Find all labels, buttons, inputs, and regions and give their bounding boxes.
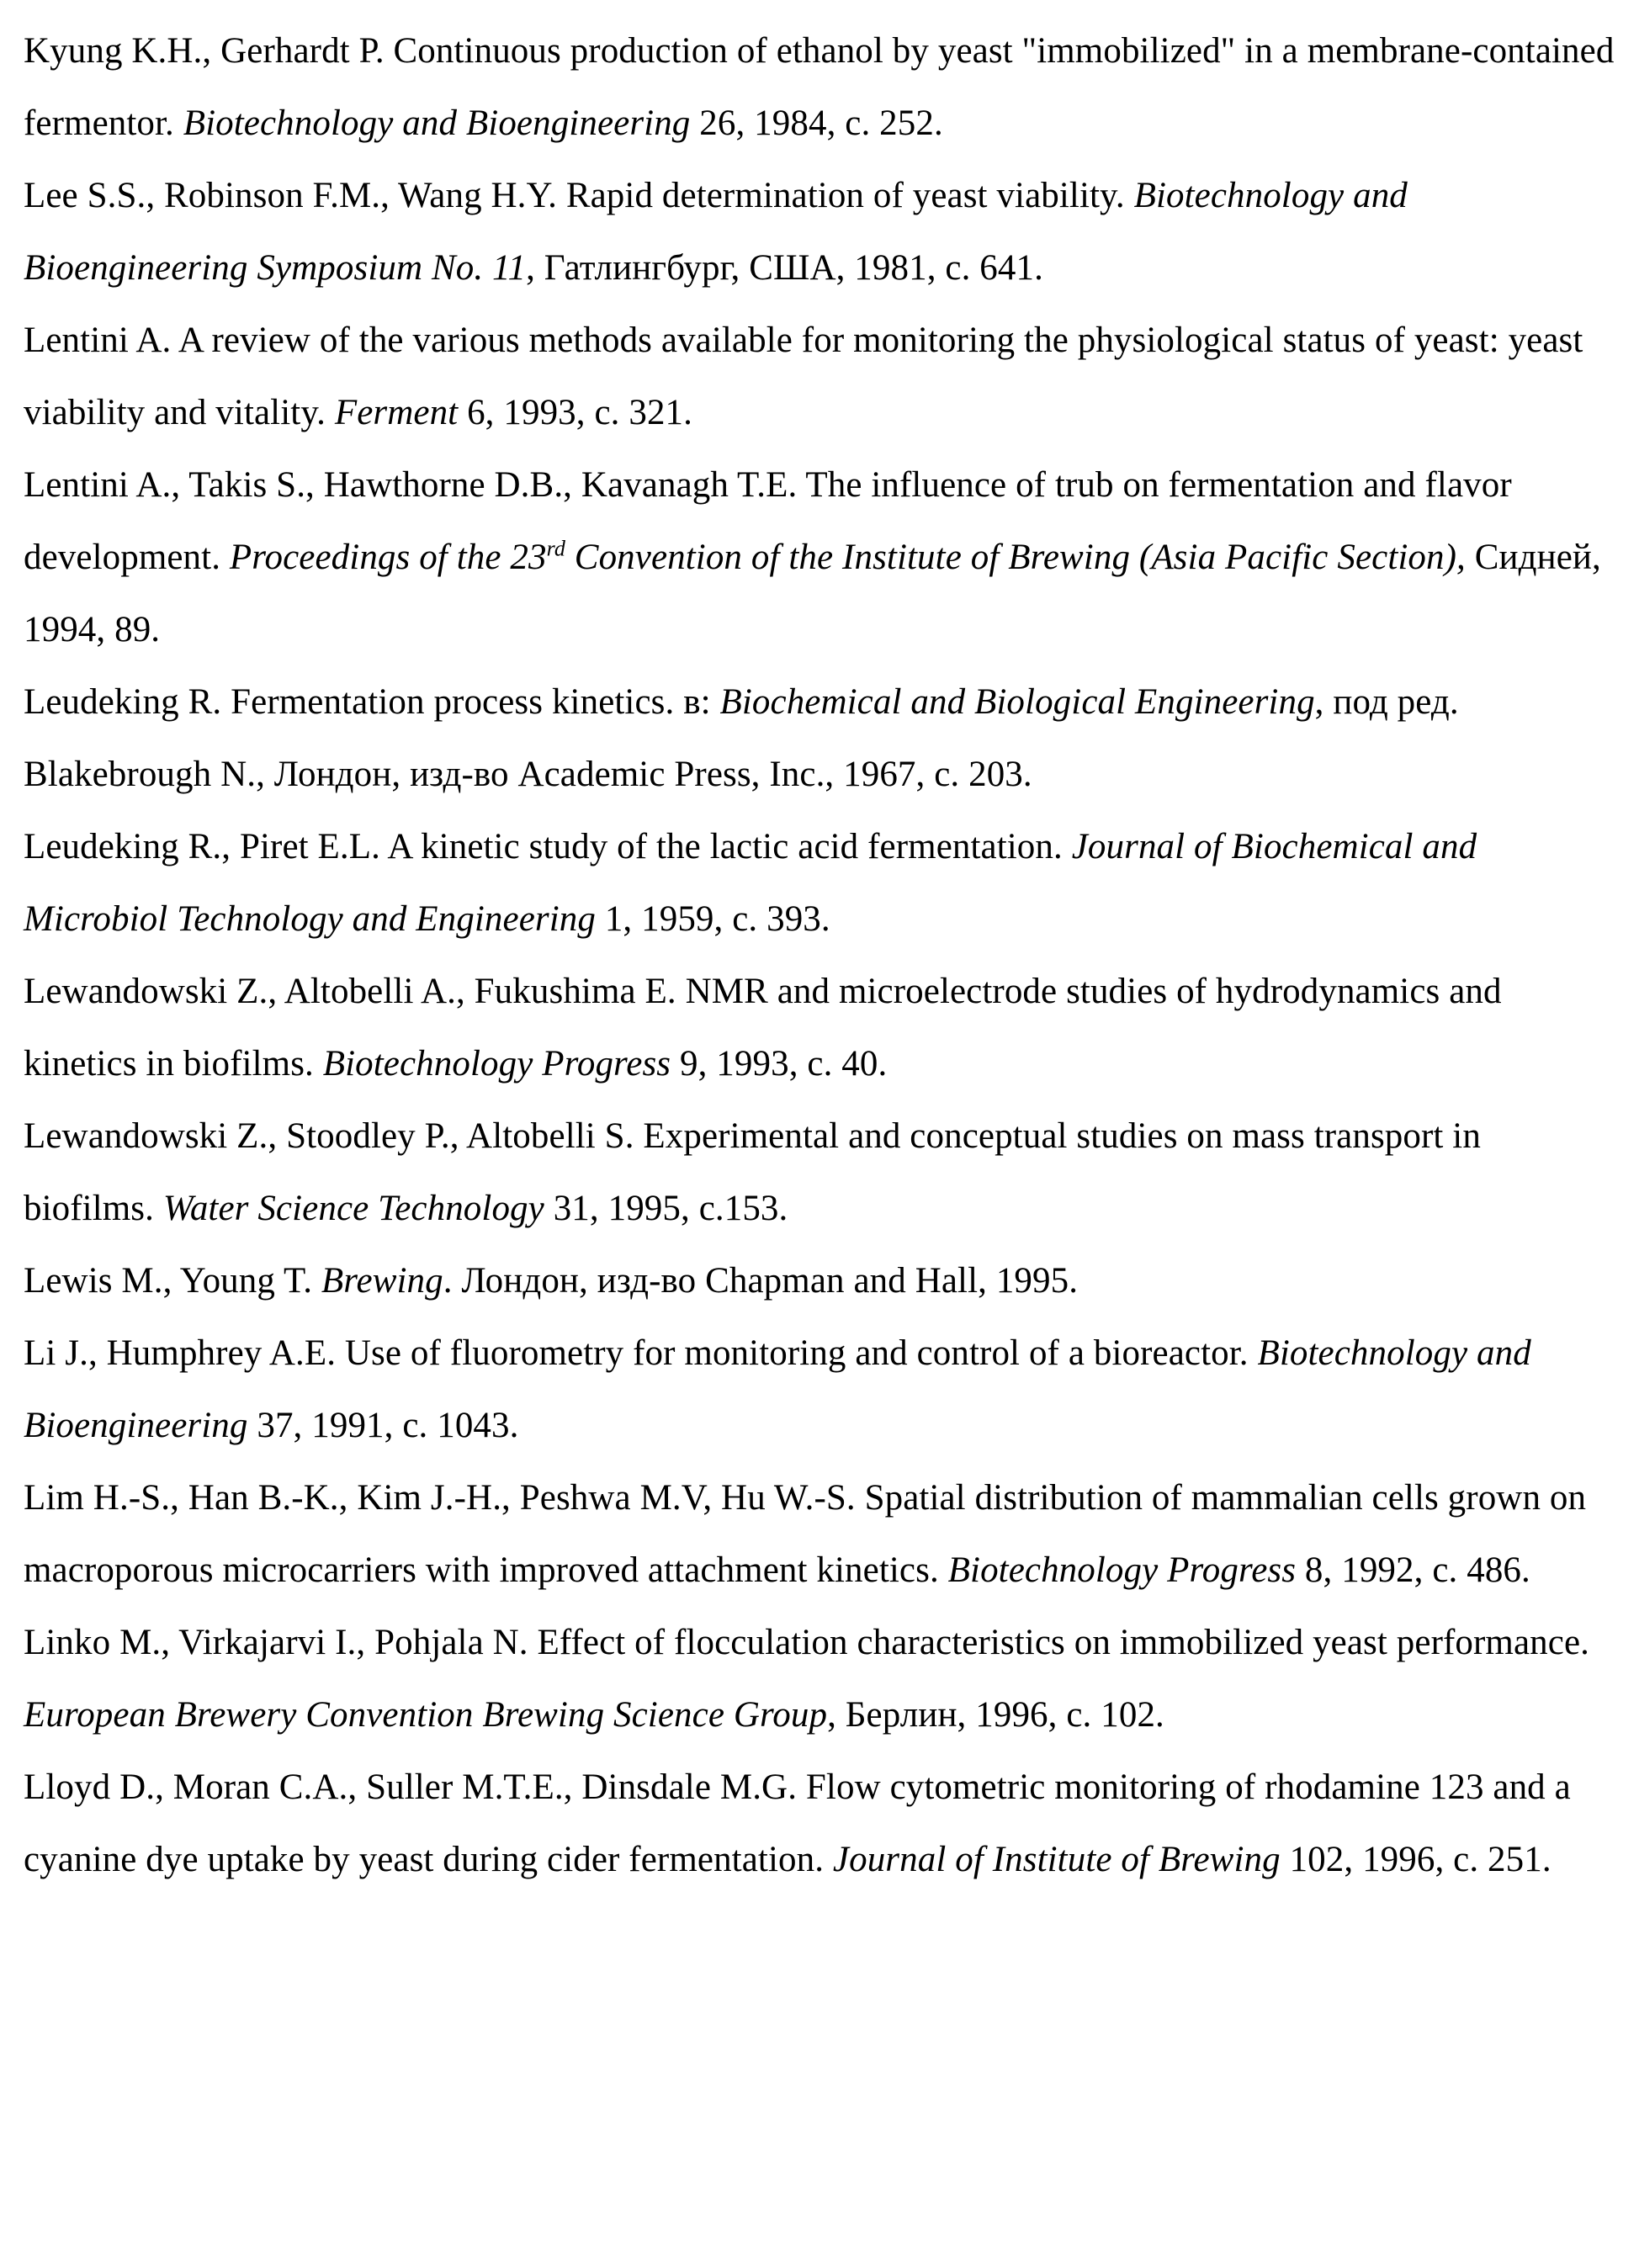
superscript: rd [547,537,565,561]
reference-item: Lewis M., Young T. Brewing. Лондон, изд-во Chapman and Hall, 1995. [24,1245,1615,1317]
reference-item: Linko M., Virkajarvi I., Pohjala N. Effect of flocculation characteristics on immobilized yeast performance. European Brewery Convention Brewing Science Group, Берлин, 1996, c. 102. [24,1607,1615,1751]
reference-item: Lim H.-S., Han B.-K., Kim J.-H., Peshwa M.V, Hu W.-S. Spatial distribution of mammalian cells grown on macroporous microcarriers with improved attachment kinetics. Biotechnology Progress 8, 1992, c. 486. [24,1462,1615,1607]
reference-item: Lee S.S., Robinson F.M., Wang H.Y. Rapid determination of yeast viability. Biotechnology and Bioengineering Symposium No. 11, Гатлингбург, США, 1981, c. 641. [24,160,1615,305]
reference-list [24,15,1615,1896]
reference-item: Lloyd D., Moran C.A., Suller M.T.E., Dinsdale M.G. Flow cytometric monitoring of rhodamine 123 and a cyanine dye uptake by yeast during cider fermentation. Journal of Institute of Brewing 102, 1996, c. 251. [24,1751,1615,1896]
reference-item: Lentini A., Takis S., Hawthorne D.B., Kavanagh T.E. The influence of trub on fermentation and flavor development. Proceedings of the 23rd Convention of the Institute of Brewing (Asia Pacific Section), Сидней, 1994, 89. [24,449,1615,666]
reference-item: Leudeking R., Piret E.L. A kinetic study of the lactic acid fermentation. Journal of Biochemical and Microbiol Technology and Engineering 1, 1959, c. 393. [24,811,1615,956]
reference-item: Leudeking R. Fermentation process kinetics. в: Biochemical and Biological Engineering, под ред. Blakebrough N., Лондон, изд-во Academic Press, Inc., 1967, c. 203. [24,666,1615,811]
reference-item: Lentini A. A review of the various methods available for monitoring the physiological status of yeast: yeast viability and vitality. Ferment 6, 1993, c. 321. [24,305,1615,449]
reference-item: Li J., Humphrey A.E. Use of fluorometry for monitoring and control of a bioreactor. Biotechnology and Bioengineering 37, 1991, c. 1043. [24,1317,1615,1462]
reference-item: Lewandowski Z., Stoodley P., Altobelli S. Experimental and conceptual studies on mass transport in biofilms. Water Science Technology 31, 1995, c.153. [24,1100,1615,1245]
reference-item: Kyung K.H., Gerhardt P. Continuous production of ethanol by yeast "immobilized" in a membrane-contained fermentor. Biotechnology and Bioengineering 26, 1984, c. 252. [24,15,1615,160]
reference-item: Lewandowski Z., Altobelli A., Fukushima E. NMR and microelectrode studies of hydrodynamics and kinetics in biofilms. Biotechnology Progress 9, 1993, c. 40. [24,956,1615,1100]
